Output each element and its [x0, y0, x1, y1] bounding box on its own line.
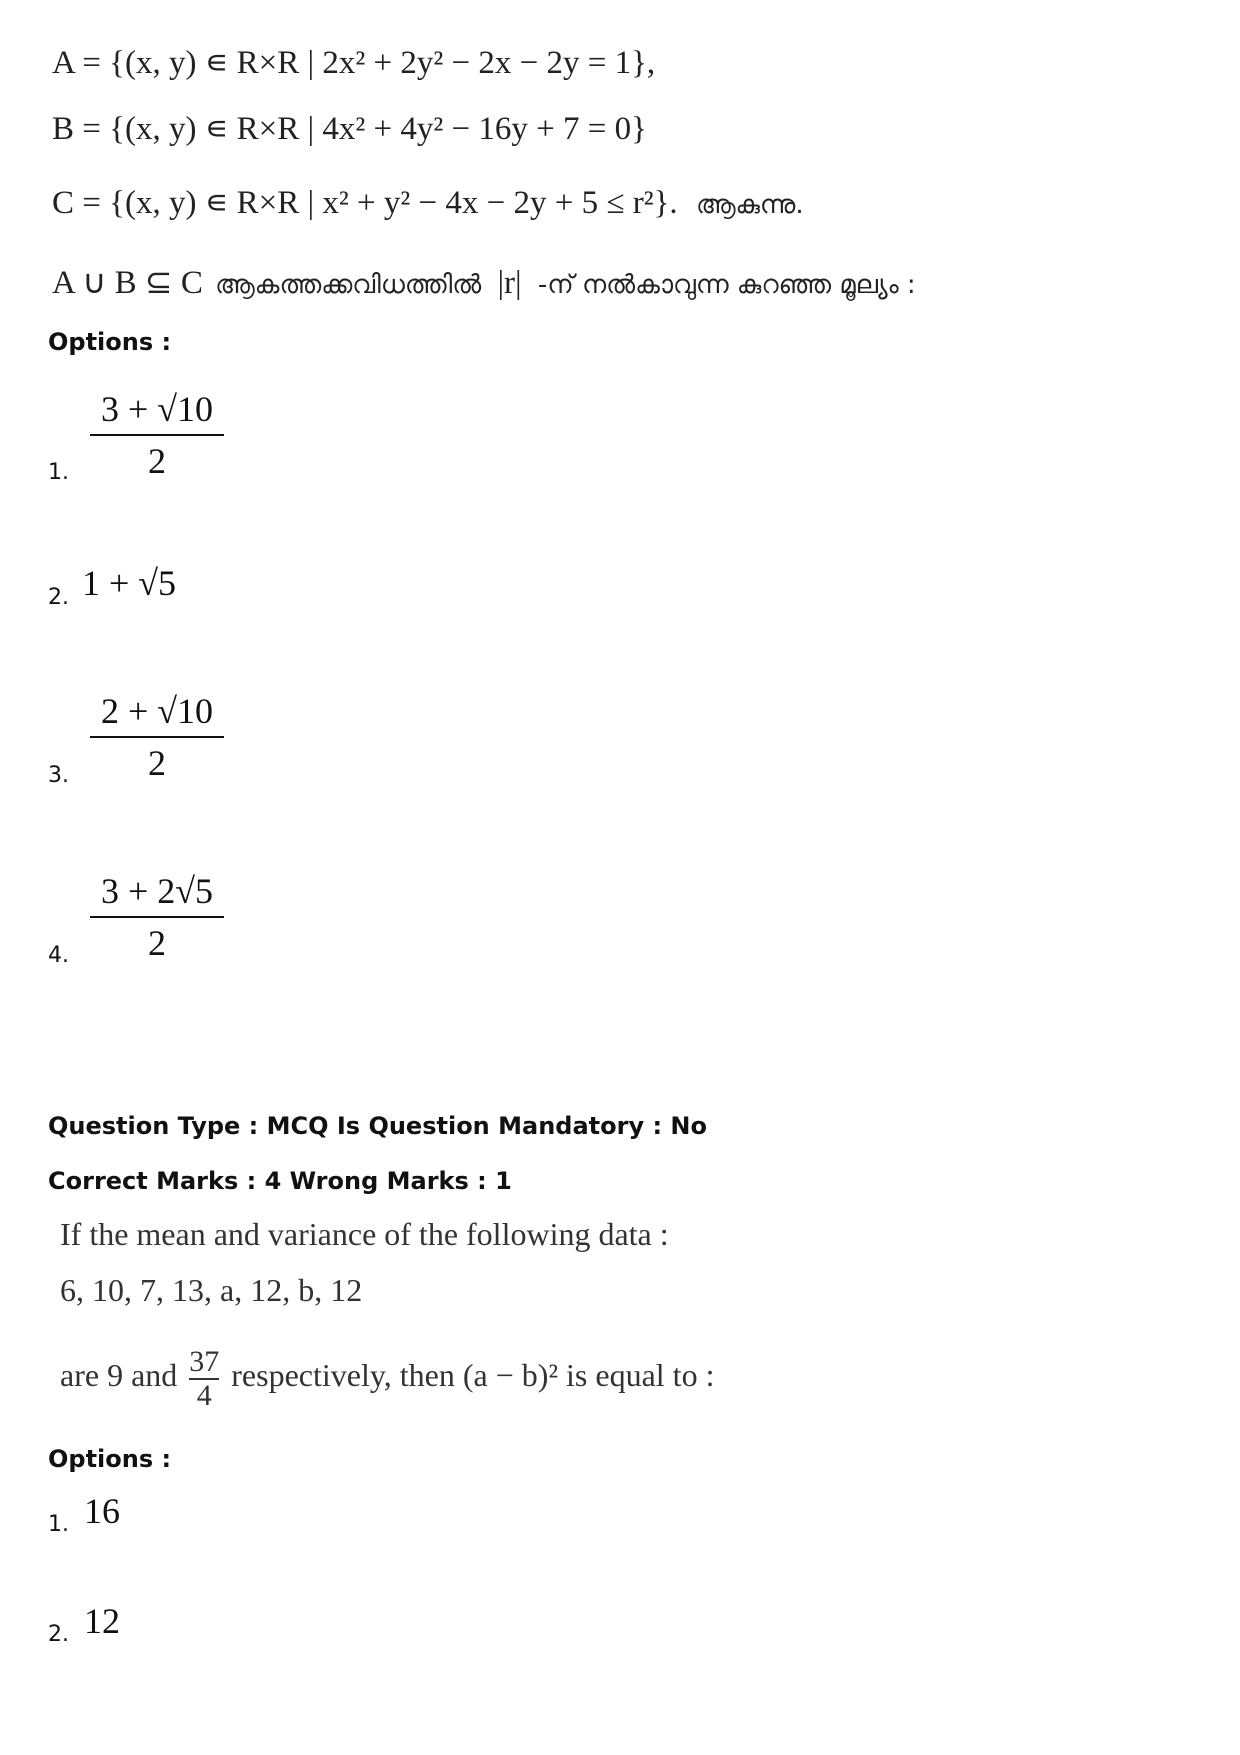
q1-option-1-denominator: 2: [148, 441, 166, 481]
q1-option-3-denominator: 2: [148, 743, 166, 783]
q1-option-3-number: 3.: [48, 763, 69, 788]
condition-text: ആകത്തക്കവിധത്തിൽ: [215, 270, 482, 300]
set-b-definition: B = {(x, y) ∊ R×R | 4x² + 4y² − 16y + 7 = 0}: [52, 111, 647, 147]
question1-condition: [52, 262, 916, 302]
question2-type-line: Question Type : MCQ Is Question Mandatory : No: [48, 1112, 707, 1140]
q1-option-3-numerator: 2 + √10: [100, 691, 214, 731]
set-c-suffix: ആകുന്നു.: [695, 190, 804, 220]
q1-option-4-number: 4.: [48, 943, 69, 968]
question2-stem-line2: 6, 10, 7, 13, a, 12, b, 12: [60, 1272, 363, 1308]
condition-r: |r|: [497, 265, 522, 301]
set-c-definition: C = {(x, y) ∊ R×R | x² + y² − 4x − 2y + 5 ≤ r²}.: [52, 185, 678, 221]
question2-options-label: Options :: [48, 1445, 172, 1473]
q1-option-4-denominator: 2: [148, 923, 166, 963]
condition-tail: -ന് നൽകാവുന്ന കുറഞ്ഞ മൂല്യം :: [537, 270, 916, 300]
question1-options-label: Options :: [48, 328, 172, 356]
q1-option-2-number: 2.: [48, 585, 69, 610]
q2-option-2-value[interactable]: 12: [84, 1601, 120, 1641]
q1-option-4-numerator: 3 + 2√5: [100, 871, 214, 911]
q2-option-1-number: 1.: [48, 1512, 69, 1537]
variance-denominator: 4: [189, 1378, 219, 1412]
q1-option-1-value[interactable]: [90, 388, 224, 482]
variance-fraction: [189, 1346, 219, 1411]
q1-option-2-value[interactable]: 1 + √5: [82, 563, 177, 603]
question2-stem-line1: If the mean and variance of the following data :: [60, 1216, 669, 1252]
stem-line3-end: respectively, then (a − b)² is equal to :: [231, 1356, 715, 1393]
q1-option-4-value[interactable]: [90, 870, 224, 964]
set-c-definition-line: [52, 182, 804, 222]
q1-option-3-value[interactable]: [90, 690, 224, 784]
q2-option-2-number: 2.: [48, 1622, 69, 1647]
q1-option-1-numerator: 3 + √10: [100, 389, 214, 429]
q2-option-1-value[interactable]: 16: [84, 1491, 120, 1531]
question2-stem-line3: [60, 1346, 714, 1411]
stem-line3-start: are 9 and: [60, 1356, 178, 1393]
q1-option-1-number: 1.: [48, 460, 69, 485]
condition-math: A ∪ B ⊆ C: [52, 265, 203, 301]
variance-numerator: 37: [189, 1345, 220, 1378]
set-a-definition: A = {(x, y) ∊ R×R | 2x² + 2y² − 2x − 2y = 1},: [52, 45, 656, 81]
question2-marks-line: Correct Marks : 4 Wrong Marks : 1: [48, 1167, 512, 1195]
